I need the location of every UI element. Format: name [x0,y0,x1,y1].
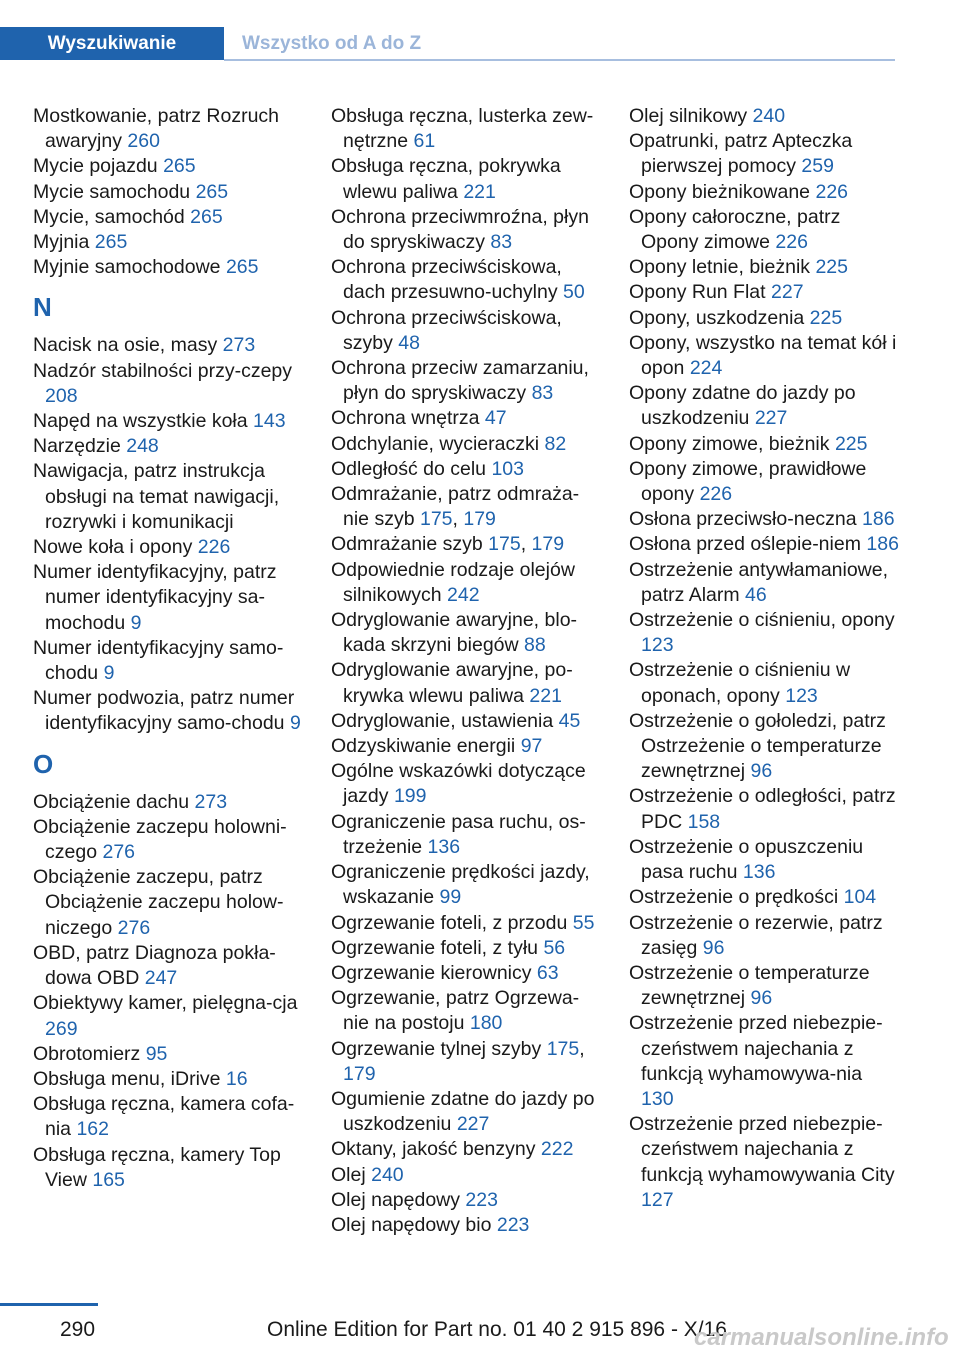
index-entry [331,1137,601,1162]
index-entry [331,205,601,255]
page-link[interactable]: 165 [92,1168,125,1191]
index-entry [33,636,303,686]
page-link[interactable]: 97 [520,735,543,758]
index-entry-text: Obsługa menu, iDrive [33,1067,221,1090]
index-entry [629,104,899,129]
index-entry-text: Ostrzeżenie o gołoledzi, patrz Ostrzeżenie o temperaturze zewnętrznej [629,709,886,783]
index-entry-text: Obrotomierz [33,1042,141,1065]
page-link[interactable]: 46 [745,583,767,606]
index-entry [33,1143,303,1193]
index-entry [331,306,601,356]
index-entry [331,608,601,658]
index-entry-text: Myjnie samochodowe [33,256,221,279]
page-link[interactable]: 95 [145,1042,168,1065]
index-entry-text: Opony zimowe, prawidłowe opony [629,457,867,506]
page-link[interactable]: 226 [775,231,808,254]
index-entry-text: Obciążenie zaczepu holowni-czego [33,815,287,864]
tab-search[interactable]: Wyszukiwanie [0,27,224,60]
index-entry [33,865,303,941]
index-entry-text: Ogólne wskazówki dotyczące jazdy [331,760,586,808]
page-link[interactable]: 50 [563,281,585,304]
page-link[interactable]: 96 [750,987,773,1010]
index-entry-text: Ogrzewanie tylnej szyby [331,1037,542,1060]
index-column-1 [33,104,303,1193]
index-entry [629,911,899,961]
index-entry [629,961,899,1011]
index-entry [33,154,303,179]
index-entry [33,230,303,255]
index-entry-text: Odryglowanie awaryjne, po-krywka wlewu paliwa [331,659,573,707]
page-link[interactable]: 175 [419,508,453,531]
page-link[interactable]: 265 [190,205,223,228]
page-link[interactable]: 186 [866,533,899,556]
index-entry-text: Ochrona przeciw zamarzaniu, płyn do spryskiwaczy [331,357,589,405]
page-link[interactable]: 222 [540,1138,574,1161]
index-entry [33,991,303,1041]
index-entry-text: Obsługa ręczna, kamery Top View [33,1143,281,1191]
index-entry: Odmrażanie, patrz odmraża-nie szyb 175, 179 [331,483,580,531]
index-entry [33,333,303,358]
page-link[interactable]: 130 [641,1087,674,1110]
page-link[interactable]: 265 [195,180,229,203]
page-link[interactable]: 208 [45,384,78,407]
index-entry [331,734,601,759]
page-link[interactable]: 227 [771,281,804,304]
page-link[interactable]: 276 [102,841,136,864]
index-entry-text: Ogrzewanie kierownicy [331,961,532,984]
page-link[interactable]: 83 [531,382,554,405]
index-entry-text: Nawigacja, patrz instrukcja obsługi na temat nawigacji, rozrywki i komunikacji [33,460,280,533]
index-entry-text: Mycie pojazdu [33,155,158,178]
index-entry-text: Mycie samochodu [33,180,191,203]
index-entry-text: Narzędzie [33,435,121,458]
page-link[interactable]: 175 [546,1037,580,1060]
index-entry-text: Obciążenie zaczepu, patrz Obciążenie zaczepu holow-niczego [33,866,284,939]
tab-a-to-z[interactable]: Wszystko od A do Z [242,32,422,54]
page-link[interactable]: 226 [699,483,733,506]
index-entry-text: Ostrzeżenie o rezerwie, patrz zasięg [629,911,883,959]
index-entry-text: Odmrażanie, patrz odmraża-nie szyb [331,483,580,531]
index-entry-text: Olej napędowy bio [331,1213,492,1236]
page-link[interactable]: 265 [163,155,196,178]
index-entry-text: Opony letnie, bieżnik [629,256,811,279]
page-link[interactable]: 83 [490,231,513,254]
index-entry [331,457,601,482]
page-link[interactable]: 186 [862,508,895,531]
page-link[interactable]: 103 [491,457,524,480]
page-link[interactable]: 63 [536,961,559,984]
page-link[interactable]: 179 [463,508,496,531]
index-entry-text: Ograniczenie prędkości jazdy, wskazanie [331,861,590,909]
index-entry-text: Odryglowanie, ustawienia [331,709,554,732]
page-link[interactable]: 48 [398,331,420,354]
page-link[interactable]: 16 [225,1067,248,1090]
page-link[interactable]: 269 [45,1017,78,1040]
tab-underline [224,59,895,61]
index-entry [629,709,899,785]
page-link[interactable]: 136 [427,835,461,858]
index-entry: Odmrażanie szyb 175, 179 [331,533,565,556]
page-link[interactable]: 9 [130,611,142,634]
header-tabs [0,27,895,61]
index-entry [331,1213,601,1238]
index-entry-text: Ogumienie zdatne do jazdy po uszkodzeniu [331,1087,595,1136]
index-entry-text: Osłona przeciwsło-neczna [629,508,857,531]
index-entry-text: Ogrzewanie, patrz Ogrzewa-nie na postoju [331,987,580,1035]
page-link[interactable]: 260 [127,130,160,153]
index-entry [331,961,601,986]
index-entry-text: Obsługa ręczna, lusterka zew-nętrzne [331,105,594,153]
index-entry [33,941,303,991]
index-entry-text: Ochrona przeciwściskowa, szyby [331,306,562,354]
index-entry [33,359,303,409]
page-link[interactable]: 227 [456,1113,490,1136]
index-entry-text: Napęd na wszystkie koła [33,410,248,433]
index-entry-text: Ogrzewanie foteli, z przodu [331,911,568,934]
index-entry-text: Numer podwozia, patrz numer identyfikacyjny samo-chodu [33,687,295,735]
index-entry [33,686,303,736]
page-link[interactable]: 175 [488,533,521,556]
page-link[interactable]: 265 [94,231,128,254]
page-link[interactable]: 225 [809,306,843,329]
index-entry [33,1042,303,1067]
index-entry [331,432,601,457]
index-entry [33,255,303,280]
index-entry [629,507,899,532]
index-entry [331,658,601,708]
index-entry [33,459,303,535]
index-entry [33,180,303,205]
page-link[interactable]: 265 [225,256,259,279]
index-entry-text: Ostrzeżenie o prędkości [629,886,839,909]
index-entry [331,1188,601,1213]
page-link[interactable]: 82 [544,432,567,455]
page-link[interactable]: 158 [687,810,721,833]
index-entry-text: Ostrzeżenie o temperaturze zewnętrznej [629,961,870,1010]
index-entry [331,911,601,936]
index-entry [331,986,601,1036]
index-entry [629,457,899,507]
index-entry [33,560,303,636]
index-entry [629,381,899,431]
page-link[interactable]: 127 [641,1188,674,1211]
index-entry-text: Obsługa ręczna, pokrywka wlewu paliwa [331,155,561,203]
page-link[interactable]: 226 [815,180,849,203]
index-entry [629,784,899,834]
index-entry [33,205,303,230]
page-link[interactable]: 221 [529,684,562,707]
index-entry-text: Oktany, jakość benzyny [331,1138,536,1161]
index-entry [331,356,601,406]
index-entry-text: Olej napędowy [331,1188,460,1211]
index-entry [629,331,899,381]
page-link[interactable]: 9 [289,712,301,735]
page-link[interactable]: 123 [785,684,818,707]
index-entry-text: Ostrzeżenie o ciśnieniu, opony [629,609,895,632]
page-link[interactable]: 179 [343,1062,376,1085]
index-entry [629,835,899,885]
page-link[interactable]: 55 [572,911,595,934]
index-entry-text: Numer identyfikacyjny samo-chodu [33,636,284,685]
page-link[interactable]: 180 [469,1012,503,1035]
index-entry [331,406,601,431]
index-entry-text: Ograniczenie pasa ruchu, os-trzeżenie [331,810,586,858]
page-link[interactable]: 227 [754,407,788,430]
index-entry-text: Ochrona przeciwmroźna, płyn do spryskiwaczy [331,205,589,254]
index-entry-text: Opony całoroczne, patrz Opony zimowe [629,205,841,254]
index-entry [331,154,601,204]
index-entry [629,1011,899,1112]
index-entry [331,255,601,305]
index-entry [33,1092,303,1142]
page-link[interactable]: 223 [465,1188,498,1211]
index-entry [331,810,601,860]
index-entry [331,936,601,961]
index-entry-text: Opony, uszkodzenia [629,306,805,329]
index-entry [629,205,899,255]
index-entry [331,558,601,608]
index-entry [33,1067,303,1092]
index-entry-text: Opony Run Flat [629,281,766,304]
index-entry [33,790,303,815]
index-column-3 [629,104,899,1213]
page-link[interactable]: 104 [843,886,877,909]
index-entry [629,558,899,608]
page-link[interactable]: 99 [439,886,462,909]
page-link[interactable]: 162 [76,1118,109,1141]
page-link[interactable]: 226 [197,536,231,559]
index-entry-text: Mycie, samochód [33,205,185,228]
index-entry-text: Ostrzeżenie przed niebezpie-czeństwem najechania z funkcją wyhamowywa-nia [629,1012,883,1085]
index-entry-text: Ostrzeżenie antywłamaniowe, patrz Alarm [629,558,889,606]
page-link[interactable]: 199 [393,785,427,808]
index-entry [331,104,601,154]
index-column-2 [331,104,601,1238]
page-link[interactable]: 225 [834,432,868,455]
index-entry [331,860,601,910]
page-link[interactable]: 240 [752,105,786,127]
page-link[interactable]: 223 [496,1213,530,1236]
page-link[interactable]: 96 [702,936,725,959]
page-link[interactable]: 61 [413,130,436,153]
index-entry-text: Odryglowanie awaryjne, blo-kada skrzyni biegów [331,609,578,657]
page-link[interactable]: 143 [253,410,286,433]
index-entry-text: Odległość do celu [331,457,487,480]
index-entry [331,1163,601,1188]
index-entry [629,608,899,658]
page-link[interactable]: 179 [531,533,565,556]
page-link[interactable]: 248 [126,435,159,458]
page-link[interactable]: 45 [558,709,581,732]
index-entry-text: Opatrunki, patrz Apteczka pierwszej pomocy [629,130,853,178]
index-entry-text: Ostrzeżenie o odległości, patrz PDC [629,785,896,833]
index-entry-text: Ostrzeżenie o ciśnieniu w oponach, opony [629,659,851,707]
page-link[interactable]: 276 [117,916,151,939]
index-entry [629,280,899,305]
index-entry-text: Nacisk na osie, masy [33,334,218,357]
index-entry-text: Obsługa ręczna, kamera cofa-nia [33,1093,295,1141]
index-entry [629,658,899,708]
index-entry-text: Myjnia [33,231,90,254]
index-entry [33,409,303,434]
index-entry-text: Odpowiednie rodzaje olejów silnikowych [331,558,575,606]
index-entry-text: Opony zdatne do jazdy po uszkodzeniu [629,382,856,430]
index-entry-text: Nadzór stabilności przy-czepy [33,359,293,382]
index-entry [629,129,899,179]
index-entry-text: Ostrzeżenie przed niebezpie-czeństwem najechania z funkcją wyhamowywania City [629,1113,895,1186]
page-link[interactable]: 242 [447,583,480,606]
page-link[interactable]: 123 [641,634,674,657]
index-entry-text: Odzyskiwanie energii [331,735,516,758]
page-number: 290 [60,1318,96,1341]
index-entry-text: Nowe koła i opony [33,536,193,559]
index-entry-text: Obciążenie dachu [33,790,190,813]
page-link[interactable]: 56 [543,936,566,959]
edition-note: Online Edition for Part no. 01 40 2 915 896 - X/16 [267,1318,727,1341]
index-entry [33,815,303,865]
index-entry [331,759,601,809]
page-link[interactable]: 136 [742,861,776,884]
page-link[interactable]: 96 [750,760,773,783]
watermark: carmanualsonline.info [694,1324,949,1351]
page-link[interactable]: 47 [484,407,507,430]
index-entry-text: Opony, wszystko na temat kół i opon [629,331,897,380]
page-link[interactable]: 273 [194,790,228,813]
index-entry-text: Ochrona wnętrza [331,407,480,430]
index-entry [33,535,303,560]
page-link[interactable]: 225 [815,256,848,279]
index-entry [629,1112,899,1213]
index-entry-text: Olej [331,1163,366,1186]
index-entry [629,255,899,280]
index-entry-text: Opony bieżnikowane [629,180,811,203]
index-entry [331,1087,601,1137]
index-letter-heading: O [33,748,54,779]
index-entry-text: Osłona przed oślepie-niem [629,533,861,556]
index-entry-text: Opony zimowe, bieżnik [629,432,830,455]
index-entry: Ogrzewanie tylnej szyby 175, 179 [331,1037,585,1085]
index-entry-text: Obiektywy kamer, pielęgna-cja [33,992,298,1015]
footer-rule [0,1303,98,1306]
index-entry [33,434,303,459]
page-link[interactable]: 273 [222,334,256,357]
index-entry-text: Numer identyfikacyjny, patrz numer identyfikacyjny sa-mochodu [33,561,277,634]
index-entry [629,532,899,557]
index-entry [629,180,899,205]
index-entry-text: Mostkowanie, patrz Rozruch awaryjny [33,105,280,153]
index-entry [629,432,899,457]
index-entry [331,709,601,734]
index-entry-text: Odchylanie, wycieraczki [331,432,540,455]
page-link[interactable]: 247 [144,967,178,990]
page-link[interactable]: 224 [689,357,723,380]
page-link[interactable]: 259 [801,155,834,178]
index-entry [629,306,899,331]
index-entry [33,104,303,154]
index-entry-text: Ostrzeżenie o opuszczeniu pasa ruchu [629,835,864,884]
index-entry-text: OBD, patrz Diagnoza pokła-dowa OBD [33,941,276,990]
index-entry-text: Olej silnikowy [629,105,748,127]
index-entry-text: Odmrażanie szyb [331,533,483,556]
page-link[interactable]: 221 [463,180,496,203]
index-entry [629,885,899,910]
page-link[interactable]: 240 [371,1163,404,1186]
index-entry-text: Ochrona przeciwściskowa, dach przesuwno-uchylny [331,256,562,304]
page-link[interactable]: 9 [103,662,115,685]
index-letter-heading: N [33,292,52,323]
index-entry-text: Ogrzewanie foteli, z tyłu [331,936,539,959]
page-link[interactable]: 88 [524,634,546,657]
